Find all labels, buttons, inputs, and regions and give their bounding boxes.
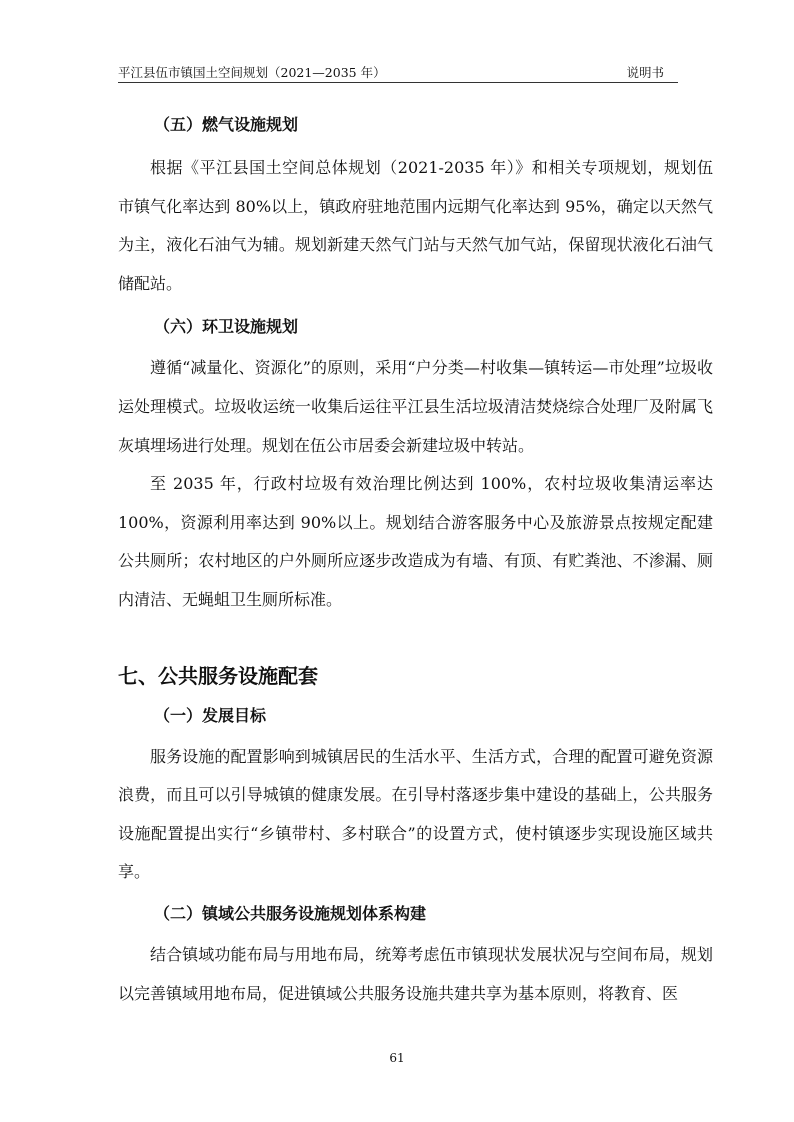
page-body: [118, 108, 713, 1013]
development-goal-heading: （一）发展目标: [154, 705, 267, 725]
development-goal-paragraph: 服务设施的配置影响到城镇居民的生活水平、生活方式，合理的配置可避免资源浪费，而且可以引导城镇的健康发展。在引导村落逐步集中建设的基础上，公共服务设施配置提出实行“乡镇带村、多村联合”的设置方式，使村镇逐步实现设施区域共享。: [118, 746, 713, 882]
sanitation-paragraph-2: 至 2035 年，行政村垃圾有效治理比例达到 100%，农村垃圾收集清运率达 100%，资源利用率达到 90%以上。规划结合游客服务中心及旅游景点按规定配建公共厕所；农村地区的户外厕所应逐步改造成为有墙、有顶、有贮粪池、不渗漏、厕内清洁、无蝇蛆卫生厕所标准。: [118, 474, 713, 609]
sanitation-paragraph-1: 遵循“减量化、资源化”的原则，采用“户分类—村收集—镇转运—市处理”垃圾收运处理模式。垃圾收运统一收集后运往平江县生活垃圾清洁焚烧综合处理厂及附属飞灰填埋场进行处理。规划在伍公市居委会新建垃圾中转站。: [118, 358, 713, 455]
gas-heading: （五）燃气设施规划: [154, 115, 299, 134]
service-system-paragraph: 结合镇域功能布局与用地布局，统筹考虑伍市镇现状发展状况与空间布局，规划以完善镇域用地布局，促进镇域公共服务设施共建共享为基本原则，将教育、医: [118, 944, 713, 1003]
header-doc-type: 说明书: [626, 65, 664, 80]
page-number: 61: [389, 1051, 405, 1065]
header-title: 平江县伍市镇国土空间规划（2021—2035 年）: [118, 65, 386, 80]
service-system-heading: （二）镇域公共服务设施规划体系构建: [154, 903, 427, 923]
page-header: [118, 60, 678, 83]
sanitation-heading: （六）环卫设施规划: [154, 317, 299, 337]
gas-paragraph: 根据《平江县国土空间总体规划（2021-2035 年）》和相关专项规划，规划伍市镇气化率达到 80%以上，镇政府驻地范围内远期气化率达到 95%，确定以天然气为主，液化石油气为辅。规划新建天然气门站与天然气加气站，保留现状液化石油气储配站。: [118, 158, 713, 293]
public-services-heading: 七、公共服务设施配套: [118, 663, 318, 688]
